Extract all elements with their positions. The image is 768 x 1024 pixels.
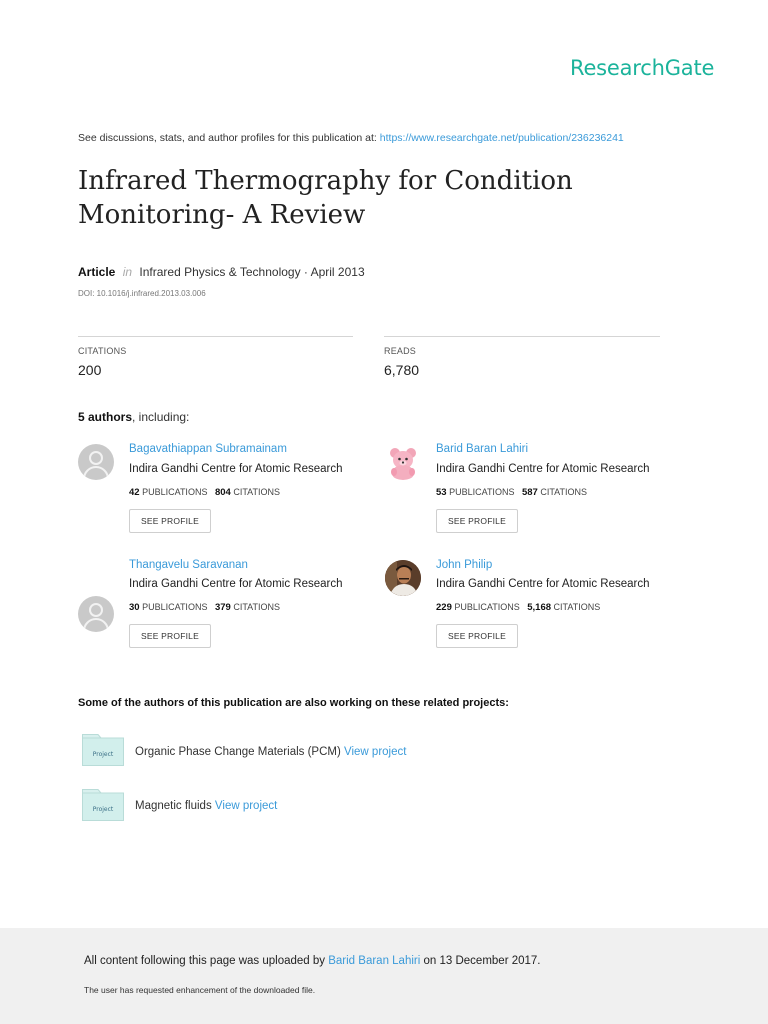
citations-label: CITATIONS xyxy=(233,487,281,497)
publications-count: 53 xyxy=(436,487,447,498)
author-stats xyxy=(129,602,280,613)
author-institution: Indira Gandhi Centre for Atomic Research xyxy=(436,578,650,590)
project-name: Magnetic fluids xyxy=(135,800,212,812)
teddy-bear-avatar[interactable] xyxy=(385,444,421,480)
publications-label: PUBLICATIONS xyxy=(454,602,520,612)
publication-title xyxy=(78,164,638,232)
uploader-link[interactable]: Barid Baran Lahiri xyxy=(328,955,421,967)
citations-value: 200 xyxy=(78,362,102,378)
discussion-line xyxy=(78,132,624,144)
publications-label: PUBLICATIONS xyxy=(142,602,208,612)
project-icon-label: Project xyxy=(92,806,114,813)
see-profile-button[interactable]: SEE PROFILE xyxy=(436,509,518,533)
user-silhouette-icon[interactable] xyxy=(78,444,114,480)
title-line-2: Monitoring- A Review xyxy=(78,200,366,230)
see-profile-button[interactable]: SEE PROFILE xyxy=(129,509,211,533)
author-name-link[interactable]: Bagavathiappan Subramainam xyxy=(129,443,287,455)
author-institution: Indira Gandhi Centre for Atomic Research xyxy=(129,463,343,475)
view-project-link[interactable]: View project xyxy=(344,746,407,758)
citations-label: CITATIONS xyxy=(233,602,281,612)
reads-divider xyxy=(384,336,660,337)
citations-label: CITATIONS xyxy=(553,602,601,612)
project-folder-icon[interactable] xyxy=(82,734,124,766)
upload-prefix: All content following this page was uploaded by xyxy=(84,955,326,967)
see-profile-button[interactable]: SEE PROFILE xyxy=(436,624,518,648)
view-project-link[interactable]: View project xyxy=(214,800,278,812)
project-icon-label: Project xyxy=(92,751,114,758)
publications-count: 30 xyxy=(129,602,140,613)
researchgate-logo[interactable]: ResearchGate xyxy=(570,56,715,80)
see-profile-button[interactable]: SEE PROFILE xyxy=(129,624,211,648)
author-photo-avatar[interactable] xyxy=(385,560,421,596)
upload-footer xyxy=(0,928,768,1024)
publication-type: Article xyxy=(78,265,116,279)
citations-count: 5,168 xyxy=(527,602,552,613)
title-line-1: Infrared Thermography for Condition xyxy=(78,166,573,196)
citations-count: 804 xyxy=(214,487,231,498)
related-projects-heading: Some of the authors of this publication are also working on these related projects: xyxy=(78,697,509,709)
upload-suffix: on 13 December 2017. xyxy=(423,955,541,967)
project-item xyxy=(135,746,406,758)
reads-label: READS xyxy=(384,346,417,356)
author-name-link[interactable]: John Philip xyxy=(436,559,493,571)
citations-count: 587 xyxy=(521,487,538,498)
author-institution: Indira Gandhi Centre for Atomic Research xyxy=(129,578,343,590)
author-institution: Indira Gandhi Centre for Atomic Research xyxy=(436,463,650,475)
upload-info xyxy=(84,955,541,967)
doi: DOI: 10.1016/j.infrared.2013.03.006 xyxy=(78,289,206,298)
publication-meta xyxy=(78,265,365,279)
publications-label: PUBLICATIONS xyxy=(142,487,208,497)
author-stats xyxy=(436,602,600,613)
authors-count: 5 authors xyxy=(78,410,133,424)
citations-divider xyxy=(78,336,353,337)
author-stats xyxy=(436,487,587,498)
citations-count: 379 xyxy=(214,602,231,613)
venue-date: Infrared Physics & Technology · April 2013 xyxy=(139,265,365,279)
enhancement-note: The user has requested enhancement of the downloaded file. xyxy=(84,985,316,995)
publications-label: PUBLICATIONS xyxy=(449,487,515,497)
citations-label: CITATIONS xyxy=(540,487,588,497)
publications-count: 42 xyxy=(129,487,140,498)
user-silhouette-icon[interactable] xyxy=(78,596,114,632)
discussion-prefix: See discussions, stats, and author profiles for this publication at: xyxy=(78,132,377,144)
author-name-link[interactable]: Thangavelu Saravanan xyxy=(129,559,248,571)
authors-suffix: , including: xyxy=(132,410,190,424)
author-name-link[interactable]: Barid Baran Lahiri xyxy=(436,443,529,455)
author-stats xyxy=(129,487,280,498)
project-name: Organic Phase Change Materials (PCM) xyxy=(135,746,341,758)
publication-url-link[interactable]: https://www.researchgate.net/publication/236236241 xyxy=(379,132,624,144)
publications-count: 229 xyxy=(436,602,452,613)
in-word: in xyxy=(122,265,133,279)
project-folder-icon[interactable] xyxy=(82,789,124,821)
citations-label: CITATIONS xyxy=(78,346,127,356)
reads-value: 6,780 xyxy=(384,362,420,378)
authors-heading xyxy=(78,410,189,424)
project-item xyxy=(135,800,277,812)
